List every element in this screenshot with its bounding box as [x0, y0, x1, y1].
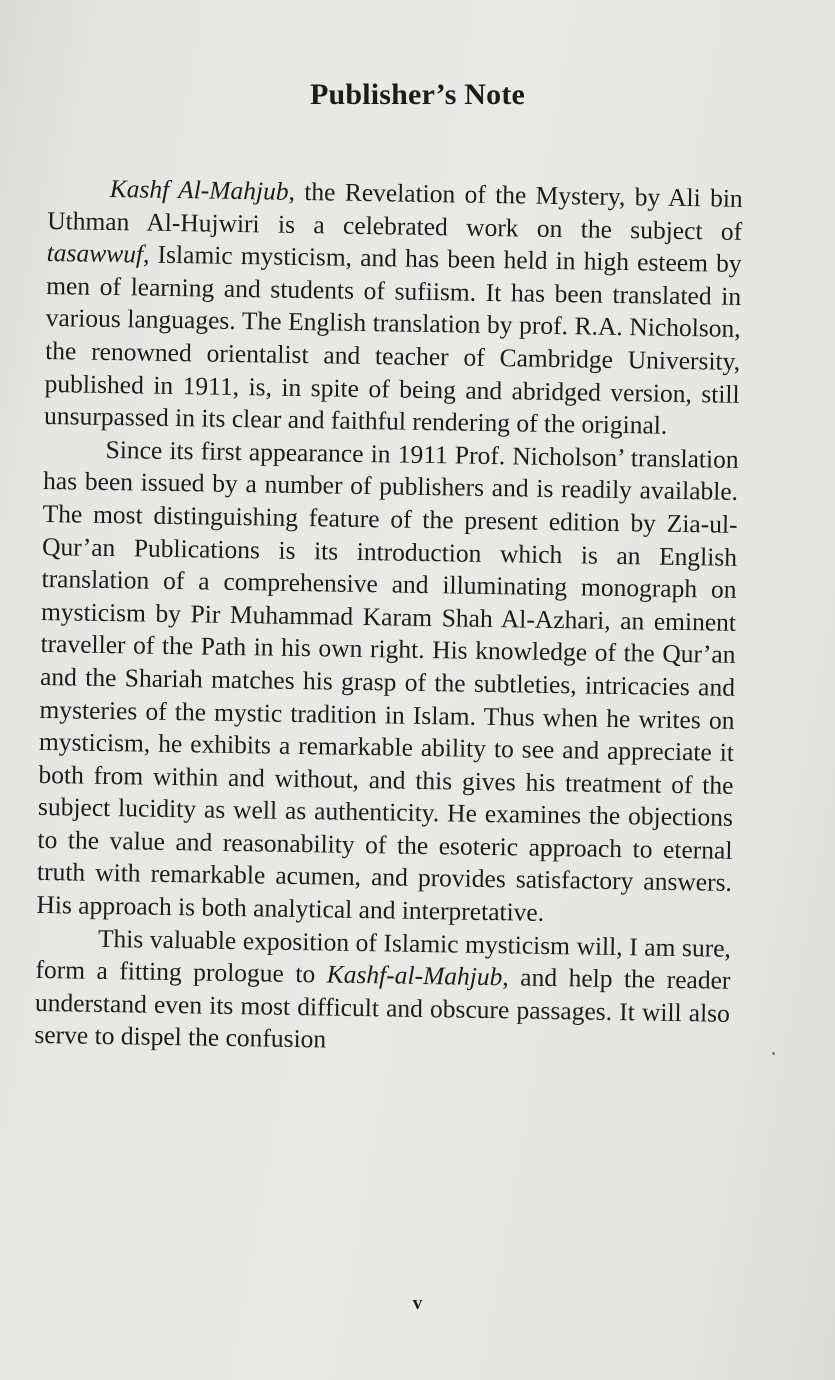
- page-title: Publisher’s Note: [309, 78, 526, 111]
- body-text: [34, 172, 743, 1063]
- page-number: v: [412, 1293, 423, 1314]
- italic-title-text: Kashf Al-Mahjub: [109, 173, 289, 206]
- text-run: , and help the reader understand even its most difficult and obscure passages. It will also serve to dispel the confusion: [34, 962, 731, 1054]
- paragraph-2: [36, 433, 739, 933]
- text-run: , Islamic mysticism, and has been held in high esteem by men of learning and students of sufiism. It has been translated in various languages. The English translation by prof. R.A. Nicholson, the renowned orientalist and teacher of Cambridge University, published in 1911, is, in spite of being and abridged version, still unsurpassed in its clear and faithful rendering of the original.: [43, 239, 742, 440]
- text-run: This valuable exposition of Islamic mysticism will, I am sure, form a fitting prologue to: [35, 923, 732, 989]
- italic-title-text: tasawwuf: [46, 238, 144, 269]
- paragraph-1: [44, 172, 743, 444]
- paper-speck: [772, 1052, 775, 1055]
- paragraph-3: [34, 922, 731, 1063]
- italic-title-text: Kashf-al-Mahjub: [326, 959, 503, 992]
- text-run: Since its first appearance in 1911 Prof. Nicholson’ translation has been issued by a number of publishers and is readily available. The most distinguishing feature of the present edition by Zia-ul-Qur’an Publications is its introduction which is an English translation of a comprehensive and illuminating monograph on mysticism by Pir Muhammad Karam Shah Al-Azhari, an eminent traveller of the Path in his own right. His knowledge of the Qur’an and the Shariah matches his grasp of the subtleties, intricacies and mysteries of the mystic tradition in Islam. Thus when he writes on mysticism, he exhibits a remarkable ability to see and appreciate it both from within and without, and this gives his treatment of the subject lucidity as well as authenticity. He examines the objections to the value and reasonability of the esoteric approach to eternal truth with remarkable acumen, and provides satisfactory answers. His approach is both analytical and interpretative.: [36, 434, 739, 927]
- text-run: , the Revelation of the Mystery, by Ali bin Uthman Al-Hujwiri is a celebrated work on the subject of: [47, 176, 743, 246]
